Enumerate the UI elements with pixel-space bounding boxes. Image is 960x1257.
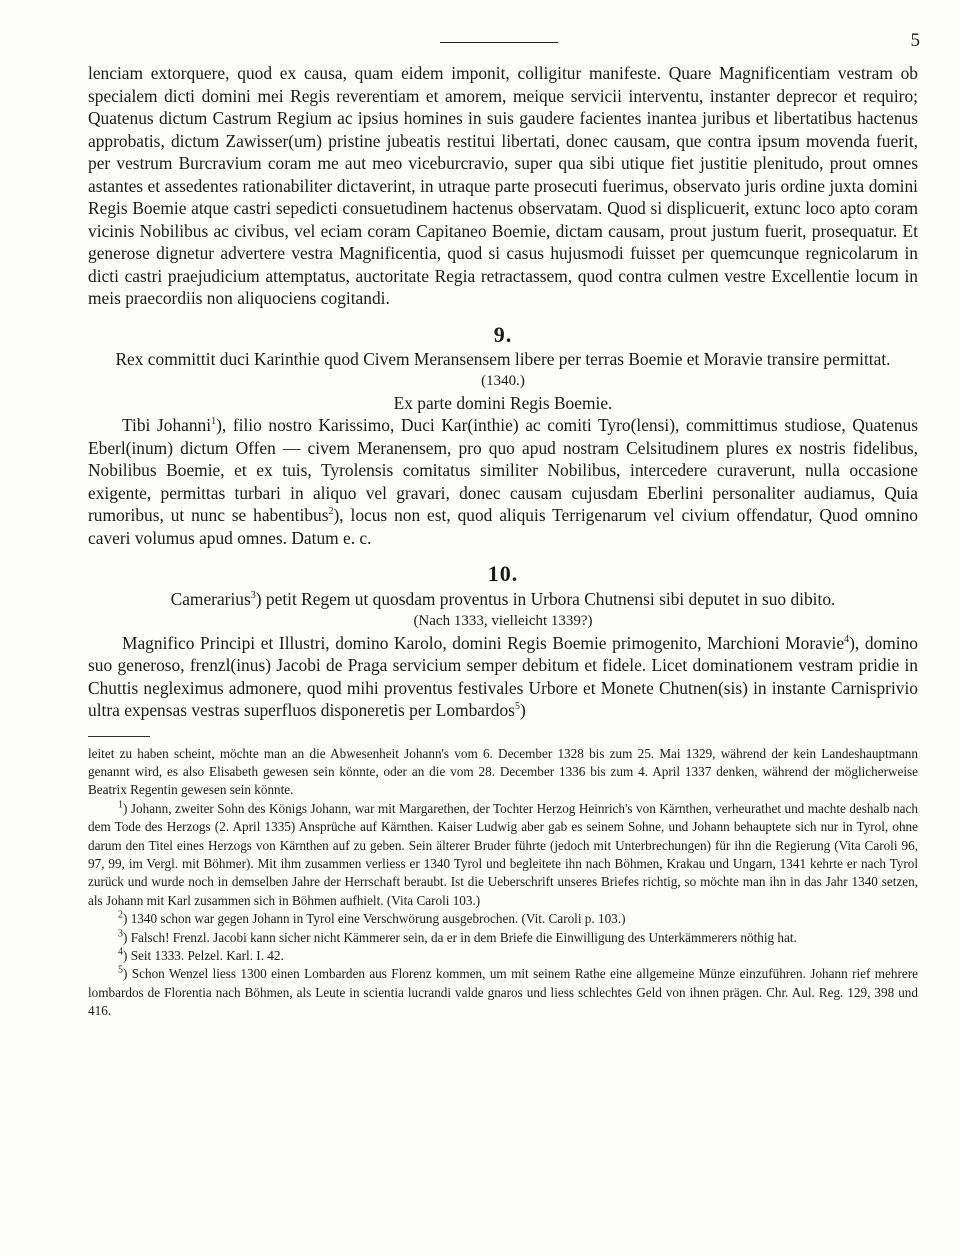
footnote-4 — [88, 947, 918, 965]
footnote-mark: 4 — [118, 946, 123, 958]
intro-paragraph: lenciam extorquere, quod ex causa, quam eidem imponit, colligitur manifeste. Quare Magnificentiam vestram ob specialem dicti domini mei Regis reverentiam et amorem, meique servicii interventu, instanter deprecor et requiro; Quatenus dictum Castrum Regium ac ipsius homines in suis gaudere facientes inantea juribus et libertatibus hactenus approbatis, dictum Zawisser(um) pristine jubeatis restitui libertati, donec causam, que contra ipsum movenda fuerit, per vestrum Burcravium coram me aut meo viceburcravio, super qua sibi utique fiet justitie plenitudo, prout omnes astantes et assedentes rationabiliter dictaverint, in utraque parte prosecuti fuerimus, observato juris ordine juxta domini Regis Boemie atque castri sepedicti consuetudinem hactenus observatam. Quod si displicuerit, extunc loco apto coram vicinis Nobilibus ac civibus, vel eciam coram Capitaneo Boemie, dictam causam, prout justum fuerit, prosequatur. Et generose dignetur advertere vestra Magnificentia, quod si casus hujusmodi fuisset per quemcunque regnicolarum in dicti castri praejudicium attemptatus, auctoritate Regia retractassem, quod contra culmen vestre Excellentie locum in meis praecordiis non aliquociens cogitandi. — [88, 63, 918, 308]
page-header — [88, 28, 918, 62]
footnote-ref-3[interactable]: 3 — [250, 589, 256, 601]
footnote-text: ) Falsch! Frenzl. Jacobi kann sicher nicht Kämmerer sein, da er in dem Briefe die Einwilligung des Unterkämmerers nöthig hat. — [123, 929, 797, 945]
footnote-ref-5[interactable]: 5 — [514, 701, 520, 713]
section-9-text — [88, 414, 918, 549]
section-9-date: (1340.) — [481, 373, 525, 389]
section-9-text-c: ), locus non est, quod aliquis Terrigenarum vel civium offendatur, Quod omnino caveri volumus apud omnes. Datum e. c. — [88, 505, 918, 548]
section-10-date: (Nach 1333, vielleicht 1339?) — [413, 612, 593, 629]
section-9-text-a: Tibi Johanni — [122, 415, 212, 435]
footnote-divider — [88, 736, 150, 737]
section-10-text — [88, 632, 918, 722]
header-rule — [440, 42, 558, 43]
footnote-ref-1[interactable]: 1 — [211, 416, 217, 428]
document-page — [88, 28, 918, 1021]
footnote-text: ) 1340 schon war gegen Johann in Tyrol eine Verschwörung ausgebrochen. (Vit. Caroli p. 103.) — [123, 911, 626, 927]
footnote-mark: 1 — [118, 799, 123, 811]
section-10-number: 10. — [487, 561, 519, 586]
main-text — [88, 62, 918, 722]
page-number: 5 — [910, 30, 920, 51]
section-10-title — [108, 588, 898, 610]
footnote-text: ) Schon Wenzel liess 1300 einen Lombarden aus Florenz kommen, um mit seinem Rathe eine allgemeine Münze einzuführen. Johann rief mehrere lombardos de Florentia nach Böhmen, als Leute in scientia lucrandi valde gnaros und liess schlechtes Geld von ihnen prägen. Chr. Aul. Reg. 129, 398 und 416. — [88, 966, 918, 1019]
footnote-3 — [88, 929, 918, 947]
section-10-title-b: ) petit Regem ut quosdam proventus in Urbora Chutnensi sibi deputet in suo dibito. — [255, 588, 836, 609]
footnote-mark: 5 — [118, 964, 123, 976]
footnote-5 — [88, 965, 918, 1020]
footnote-mark: 2 — [118, 909, 123, 921]
footnote-ref-4[interactable]: 4 — [844, 633, 850, 645]
footnote-mark: 3 — [118, 928, 123, 940]
footnote-text: ) Johann, zweiter Sohn des Königs Johann, war mit Margarethen, der Tochter Herzog Heinrich's von Kärnthen, verheurathet und machte deshalb nach dem Tode des Herzogs (2. April 1335) Ansprüche auf Kärnthen. Kaiser Ludwig aber gab es seinem Sohne, und Johann behauptete sich nur in Tyrol, ohne darum den Titel eines Herzogs von Kärnthen auf zu geben. Sein älterer Bruder führte (jedoch mit Unterbrechungen) für ihn die Regierung (Vita Caroli 96, 97, 99, im Vergl. mit Böhmer). Mit ihm zusammen verliess er 1340 Tyrol und begleitete ihn nach Böhmen, Krakau und Ungarn, 1341 kehrte er nach Tyrol zurück und wurde noch in demselben Jahre der Herrschaft beraubt. Ist die Ueberschrift unseres Briefes richtig, so möchte man ihn in das Jahr 1340 setzen, als Johann mit Karl zusammen sich in Böhmen aufhielt. (Vita Caroli 103.) — [88, 800, 918, 908]
footnote-continuation: leitet zu haben scheint, möchte man an die Abwesenheit Johann's vom 6. December 1328 bis zum 25. Mai 1329, während der kein Landeshauptmann genannt wird, es also Elisabeth gewesen sein könnte, oder an die vom 28. December 1336 bis zum 4. April 1337 denken, während der möglicherweise Beatrix Regentin gewesen sein könnte. — [88, 745, 918, 798]
section-10-text-a: Magnifico Principi et Illustri, domino Karolo, domini Regis Boemie primogenito, Marchioni Moravie — [122, 632, 845, 653]
footnotes — [88, 745, 918, 1021]
section-10-text-c: ) — [519, 700, 526, 720]
footnote-text: ) Seit 1333. Pelzel. Karl. I. 42. — [123, 947, 284, 963]
section-10-text-b: ), domino suo generoso, frenzl(inus) Jacobi de Praga servicium semper debitum et fidele. Licet dominationem vestram pridie in Chuttis neglеximus admonere, quod mihi proventus festivales Urbore et Monete Chutnen(sis) in instante Carnisprivio ultra expensas vestras superfluos disponeretis per Lombardos — [88, 632, 918, 720]
section-9-heading: Ex parte domini Regis Boemie. — [393, 393, 613, 413]
footnote-2 — [88, 910, 918, 928]
footnote-ref-2[interactable]: 2 — [328, 506, 334, 518]
section-9-title: Rex committit duci Karinthie quod Civem Meransensem libere per terras Boemie et Moravie transire permittat. — [115, 349, 891, 369]
footnote-1 — [88, 800, 918, 910]
section-9-number: 9. — [493, 321, 513, 347]
section-10-title-a: Camerarius — [170, 588, 251, 609]
section-9-text-b: ), filio nostro Karissimo, Duci Kar(inthie) ac comiti Tyro(lensi), committimus studiose, Quatenus Eberl(inum) dictum Offen — civem Meranensem, pro quo apud nostram Celsitudinem plures ex nostris fidelibus, Nobilibus Boemie, et ex tuis, Tyrolensis comitatus similiter Nobilibus, intercedere curaverunt, nulla occasione exigente, permittas turbari in aliquo vel gravari, donec causam cujusdam Eberlini personaliter audiamus, Quia rumoribus, ut nunc se habentibus — [88, 415, 918, 525]
